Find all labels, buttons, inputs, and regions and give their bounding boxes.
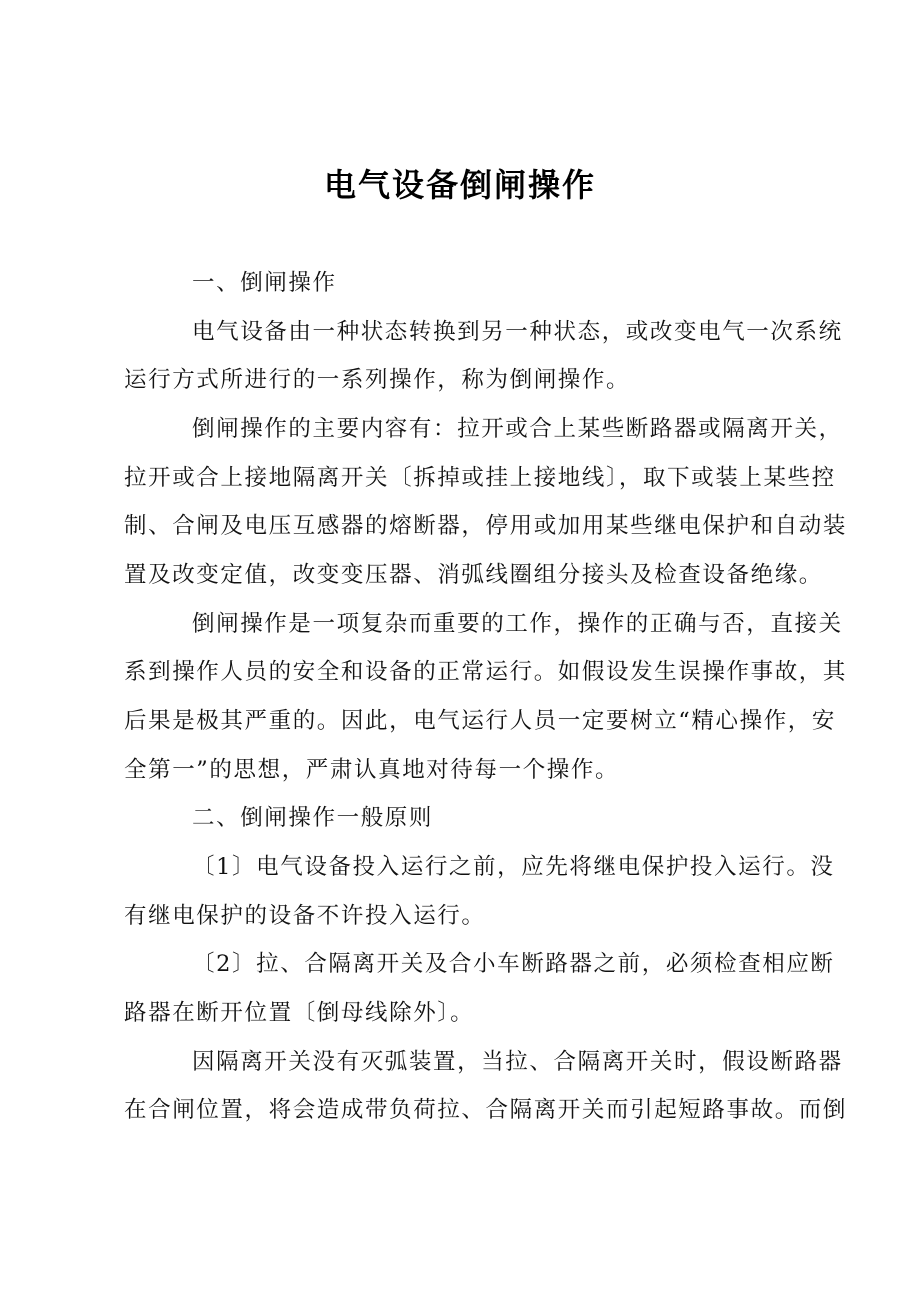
text-line: 拉开或合上接地隔离开关〔拆掉或挂上接地线〕，取下或装上某些控	[124, 465, 836, 491]
text-line: 一、倒闸操作	[192, 270, 337, 296]
text-line: 电气设备由一种状态转换到另一种状态，或改变电气一次系统	[192, 319, 843, 345]
text-line: 路器在断开位置〔倒母线除外〕。	[124, 1000, 475, 1026]
text-line: 制、合闸及电压互感器的熔断器，停用或加用某些继电保护和自动装	[124, 513, 848, 539]
text-line: 二、倒闸操作一般原则	[192, 805, 434, 831]
text-line: 全第一”的思想，严肃认真地对待每一个操作。	[124, 757, 620, 783]
text-line: 后果是极其严重的。因此，电气运行人员一定要树立“精心操作，安	[124, 708, 837, 734]
document-title: 电气设备倒闸操作	[323, 166, 596, 204]
text-line: 〔1〕电气设备投入运行之前，应先将继电保护投入运行。没	[192, 854, 835, 880]
text-line: 有继电保护的设备不许投入运行。	[124, 903, 486, 929]
text-line: 运行方式所进行的一系列操作，称为倒闸操作。	[124, 367, 631, 393]
text-line: 置及改变定值，改变变压器、消弧线圈组分接头及检查设备绝缘。	[124, 562, 823, 588]
text-line: 因隔离开关没有灭弧装置，当拉、合隔离开关时，假设断路器	[192, 1049, 843, 1075]
text-line: 倒闸操作的主要内容有：拉开或合上某些断路器或隔离开关，	[192, 416, 843, 442]
text-line: 系到操作人员的安全和设备的正常运行。如假设发生误操作事故，其	[124, 659, 848, 685]
text-line: 〔2〕拉、合隔离开关及合小车断路器之前，必须检查相应断	[192, 951, 835, 977]
text-line: 倒闸操作是一项复杂而重要的工作，操作的正确与否，直接关	[192, 611, 843, 637]
text-line: 在合闸位置，将会造成带负荷拉、合隔离开关而引起短路事故。而倒	[124, 1097, 848, 1123]
